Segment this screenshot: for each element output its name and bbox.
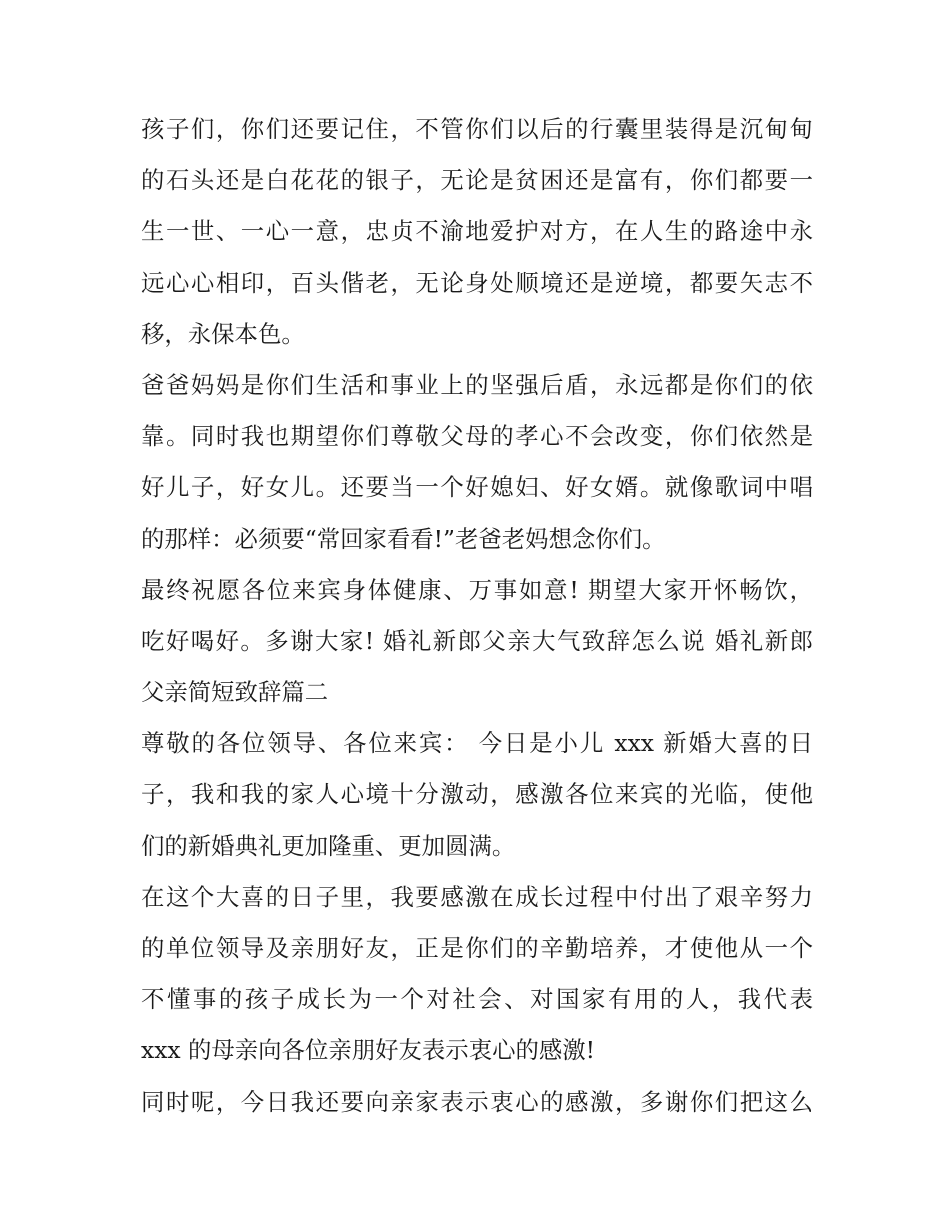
- text-line-7: 靠。同时我也期望你们尊敬父母的孝心不会改变，你们依然是: [141, 422, 813, 451]
- text-line-10: 最终祝愿各位来宾身体健康、万事如意! 期望大家开怀畅饮，: [141, 575, 813, 604]
- text-line-5: 移，永保本色。: [141, 319, 305, 348]
- text-line-8: 好儿子，好女儿。还要当一个好媳妇、好女婿。就像歌词中唱: [141, 473, 813, 502]
- text-line-2: 的石头还是白花花的银子，无论是贫困还是富有，你们都要一: [141, 166, 813, 195]
- text-line-17: 的单位领导及亲朋好友，正是你们的辛勤培养，才使他从一个: [141, 934, 813, 962]
- text-line-11: 吃好喝好。多谢大家! 婚礼新郎父亲大气致辞怎么说 婚礼新郎: [141, 626, 813, 655]
- document-body: [141, 104, 813, 1128]
- text-line-6: 爸爸妈妈是你们生活和事业上的坚强后盾，永远都是你们的依: [141, 370, 813, 399]
- text-line-16: 在这个大喜的日子里，我要感激在成长过程中付出了艰辛努力: [141, 882, 813, 911]
- text-line-13: 尊敬的各位领导、各位来宾： 今日是小儿 xxx 新婚大喜的日: [141, 729, 813, 758]
- text-line-12: 父亲简短致辞篇二: [141, 678, 329, 707]
- text-line-20: 同时呢，今日我还要向亲家表示衷心的感激，多谢你们把这么: [141, 1087, 813, 1116]
- text-line-3: 生一世、一心一意，忠贞不渝地爱护对方，在人生的路途中永: [141, 217, 813, 246]
- text-line-1: 孩子们，你们还要记住，不管你们以后的行囊里装得是沉甸甸: [141, 115, 813, 143]
- text-line-4: 远心心相印，百头偕老，无论身处顺境还是逆境，都要矢志不: [141, 268, 813, 297]
- text-line-15: 们的新婚典礼更加隆重、更加圆满。: [141, 831, 516, 860]
- text-line-14: 子，我和我的家人心境十分激动，感激各位来宾的光临，使他: [141, 780, 813, 809]
- text-line-18: 不懂事的孩子成长为一个对社会、对国家有用的人，我代表: [141, 985, 813, 1014]
- text-line-19: xxx 的母亲向各位亲朋好友表示衷心的感激!: [141, 1036, 596, 1065]
- text-line-9: 的那样：必须要“常回家看看!”老爸老妈想念你们。: [141, 524, 666, 553]
